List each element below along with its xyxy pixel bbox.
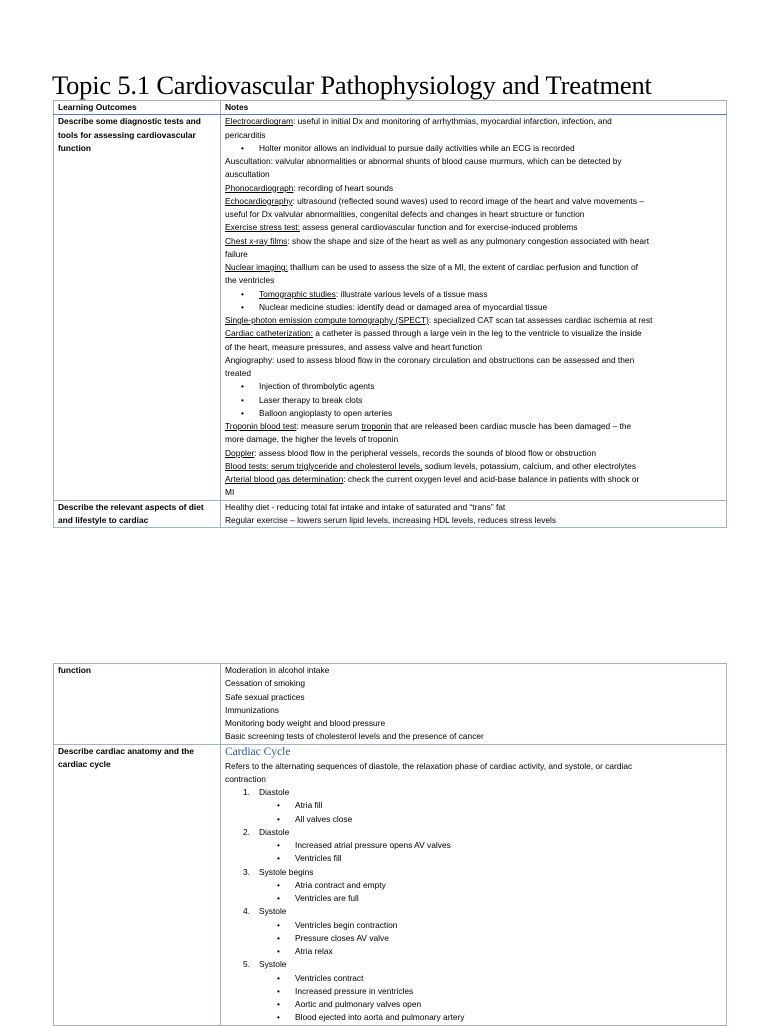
bullet-icon: •	[277, 919, 280, 930]
note-term: Chest x-ray films	[225, 235, 288, 246]
header-notes: Notes	[221, 101, 727, 115]
bullet-text: Holter monitor allows an individual to pursue daily activities while an ECG is recorded	[259, 142, 575, 153]
bullet-item	[225, 142, 723, 155]
note-line: Basic screening tests of cholesterol levels and the presence of cancer	[225, 731, 484, 742]
note-text: : illustrate various levels of a tissue mass	[335, 288, 488, 299]
note-definition	[225, 261, 723, 274]
note-line: Angiography: used to assess blood flow in the coronary circulation and obstructions can be assessed and then	[225, 354, 635, 365]
note-line: Monitoring body weight and blood pressure	[225, 718, 386, 728]
item-number: 4.	[243, 906, 250, 917]
note-term: Electrocardiogram	[225, 116, 293, 127]
notes-table-page-2	[53, 663, 727, 1026]
bullet-icon: •	[277, 932, 280, 943]
item-text: Systole	[259, 906, 287, 917]
item-text: Diastole	[259, 826, 290, 837]
bullet-item	[225, 972, 723, 985]
note-term: Cardiac catheterization:	[225, 328, 313, 339]
bullet-text: Nuclear medicine studies: identify dead or damaged area of myocardial tissue	[259, 301, 548, 312]
notes-cell	[221, 664, 727, 745]
note-line: useful for Dx valvular abnormalities, congenital defects and changes in heart structure or function	[225, 209, 585, 219]
note-text: assess general cardiovascular function and for exercise-induced problems	[299, 222, 578, 233]
note-line: Immunizations	[225, 704, 279, 715]
section-heading: Cardiac Cycle	[225, 745, 291, 758]
note-term: Doppler	[225, 447, 255, 458]
note-line: Cessation of smoking	[225, 678, 306, 689]
numbered-item	[225, 786, 723, 799]
note-term: Single-photon emission compute tomography (SPECT)	[225, 315, 429, 325]
bullet-text: Atria contract and empty	[295, 879, 386, 890]
learning-outcome-cell: Describe cardiac anatomy and the cardiac cycle	[54, 744, 221, 1025]
notes-cell	[221, 744, 727, 1025]
notes-table-page-1	[53, 100, 727, 528]
bullet-text: Ventricles begin contraction	[295, 919, 398, 930]
note-term: Phonocardiograph	[225, 182, 294, 193]
note-term: Arterial blood gas determination	[225, 474, 344, 484]
note-line: auscultation	[225, 169, 270, 180]
learning-outcome-cell: Describe some diagnostic tests and tools for assessing cardiovascular function	[54, 115, 221, 500]
note-line: Refers to the alternating sequences of diastole, the relaxation phase of cardiac activity, and systole, or cardiac	[225, 760, 633, 771]
note-text: that are released been cardiac muscle has been damaged – the	[391, 421, 632, 431]
note-line: treated	[225, 368, 252, 378]
note-definition	[225, 195, 723, 208]
bullet-text: Ventricles fill	[295, 853, 342, 864]
note-definition	[225, 235, 723, 248]
bullet-item	[225, 1011, 723, 1024]
note-definition	[225, 447, 723, 460]
bullet-text: Increased pressure in ventricles	[295, 985, 414, 996]
notes-cell	[221, 115, 727, 500]
bullet-icon: •	[277, 999, 280, 1009]
bullet-icon: •	[277, 893, 280, 903]
note-line: Regular exercise – lowers serum lipid levels, increasing HDL levels, reduces stress levels	[225, 514, 557, 525]
bullet-icon: •	[277, 800, 280, 811]
bullet-item	[225, 407, 723, 420]
item-number: 1.	[243, 787, 250, 797]
bullet-text: Injection of thrombolytic agents	[259, 381, 375, 392]
learning-outcome-cell: Describe the relevant aspects of diet and lifestyle to cardiac	[54, 500, 221, 528]
note-definition	[225, 327, 723, 340]
item-number: 2.	[243, 826, 250, 837]
bullet-icon: •	[241, 407, 244, 418]
note-text: : check the current oxygen level and acid-base balance in patients with shock or	[343, 474, 640, 484]
note-line: the ventricles	[225, 275, 275, 286]
note-line: Healthy diet - reducing total fat intake and intake of saturated and “trans” fat	[225, 501, 506, 512]
numbered-item	[225, 905, 723, 918]
note-term: Blood tests: serum triglyceride and cholesterol levels,	[225, 460, 423, 471]
table-row	[54, 500, 727, 528]
bullet-icon: •	[277, 840, 280, 850]
item-text: Systole begins	[259, 866, 314, 877]
bullet-item	[225, 288, 723, 301]
note-line: Moderation in alcohol intake	[225, 665, 330, 675]
bullet-item	[225, 919, 723, 932]
learning-outcome-cell: function	[54, 664, 221, 745]
bullet-text: Laser therapy to break clots	[259, 394, 363, 405]
bullet-item	[225, 839, 723, 852]
bullet-item	[225, 932, 723, 945]
note-text: : measure serum	[296, 421, 362, 431]
bullet-text: Increased atrial pressure opens AV valves	[295, 840, 451, 850]
note-text: : useful in initial Dx and monitoring of arrhythmias, myocardial infarction, infection, and	[292, 116, 612, 127]
notes-cell	[221, 500, 727, 528]
numbered-item	[225, 958, 723, 971]
item-text: Systole	[259, 959, 287, 970]
bullet-icon: •	[277, 879, 280, 890]
note-definition	[225, 221, 723, 234]
note-text: : ultrasound (reflected sound waves) used to record image of the heart and valve movements –	[292, 195, 644, 206]
bullet-icon: •	[241, 394, 244, 405]
table-header-row	[54, 101, 727, 115]
note-text: sodium levels, potassium, calcium, and other electrolytes	[422, 460, 637, 471]
bullet-icon: •	[241, 381, 244, 392]
bullet-text: Balloon angioplasty to open arteries	[259, 407, 393, 418]
note-text: : specialized CAT scan tat assesses cardiac ischemia at rest	[428, 315, 653, 325]
bullet-icon: •	[241, 142, 244, 153]
note-text: thallium can be used to assess the size of a MI, the extent of cardiac perfusion and function of	[287, 262, 638, 272]
note-line: Auscultation: valvular abnormalities or abnormal shunts of blood cause murmurs, which can be detected by	[225, 156, 622, 166]
bullet-icon: •	[277, 853, 280, 864]
note-text: a catheter is passed through a large vein in the leg to the ventricle to visualize the inside	[312, 328, 642, 339]
numbered-item	[225, 826, 723, 839]
bullet-icon: •	[277, 813, 280, 824]
bullet-item	[225, 394, 723, 407]
note-definition	[225, 460, 723, 473]
note-term: troponin	[361, 421, 392, 431]
bullet-icon: •	[241, 288, 244, 299]
bullet-icon: •	[277, 946, 280, 956]
bullet-text: Ventricles contract	[295, 972, 364, 983]
note-line: MI	[225, 487, 235, 498]
bullet-item	[225, 879, 723, 892]
item-number: 3.	[243, 866, 250, 877]
bullet-text: Atria fill	[295, 800, 323, 811]
table-row	[54, 744, 727, 1025]
note-definition	[225, 115, 723, 128]
numbered-item	[225, 866, 723, 879]
bullet-icon: •	[241, 301, 244, 312]
note-text: : recording of heart sounds	[293, 182, 394, 193]
header-learning-outcomes: Learning Outcomes	[54, 101, 221, 115]
bullet-item	[225, 813, 723, 826]
note-line: failure	[225, 248, 248, 259]
note-term: Echocardiography	[225, 195, 293, 206]
bullet-text: All valves close	[295, 813, 353, 824]
note-line: pericarditis	[225, 129, 266, 140]
note-line: Safe sexual practices	[225, 691, 305, 702]
note-term: Nuclear imaging:	[225, 262, 288, 272]
note-term: Troponin blood test	[225, 421, 297, 431]
bullet-text: Atria relax	[295, 946, 333, 956]
note-definition	[225, 182, 723, 195]
bullet-item	[225, 301, 723, 314]
note-definition	[225, 314, 723, 327]
bullet-item	[225, 998, 723, 1011]
note-term: Tomographic studies	[259, 288, 336, 299]
bullet-text: Aortic and pulmonary valves open	[295, 999, 422, 1009]
bullet-item	[225, 985, 723, 998]
bullet-item	[225, 380, 723, 393]
note-text: : assess blood flow in the peripheral vessels, records the sounds of blood flow or obstruction	[254, 447, 597, 458]
bullet-item	[225, 799, 723, 812]
bullet-text: Blood ejected into aorta and pulmonary artery	[295, 1012, 465, 1023]
note-line: contraction	[225, 773, 266, 784]
bullet-item	[225, 945, 723, 958]
bullet-icon: •	[277, 985, 280, 996]
note-text: : show the shape and size of the heart as well as any pulmonary congestion associated with heart	[287, 235, 650, 246]
bullet-item	[225, 852, 723, 865]
bullet-icon: •	[277, 972, 280, 983]
note-term: Exercise stress test:	[225, 222, 300, 233]
page-title: Topic 5.1 Cardiovascular Pathophysiology and Treatment	[52, 70, 652, 100]
item-number: 5.	[243, 959, 250, 970]
bullet-icon: •	[277, 1012, 280, 1023]
bullet-text: Ventricles are full	[295, 893, 359, 903]
table-row	[54, 664, 727, 745]
note-line: more damage, the higher the levels of troponin	[225, 434, 399, 445]
item-text: Diastole	[259, 787, 290, 797]
note-definition	[225, 420, 723, 433]
bullet-text: Pressure closes AV valve	[295, 932, 389, 943]
bullet-item	[225, 892, 723, 905]
note-line: of the heart, measure pressures, and assess valve and heart function	[225, 341, 482, 352]
note-definition	[225, 473, 723, 486]
table-row	[54, 115, 727, 500]
